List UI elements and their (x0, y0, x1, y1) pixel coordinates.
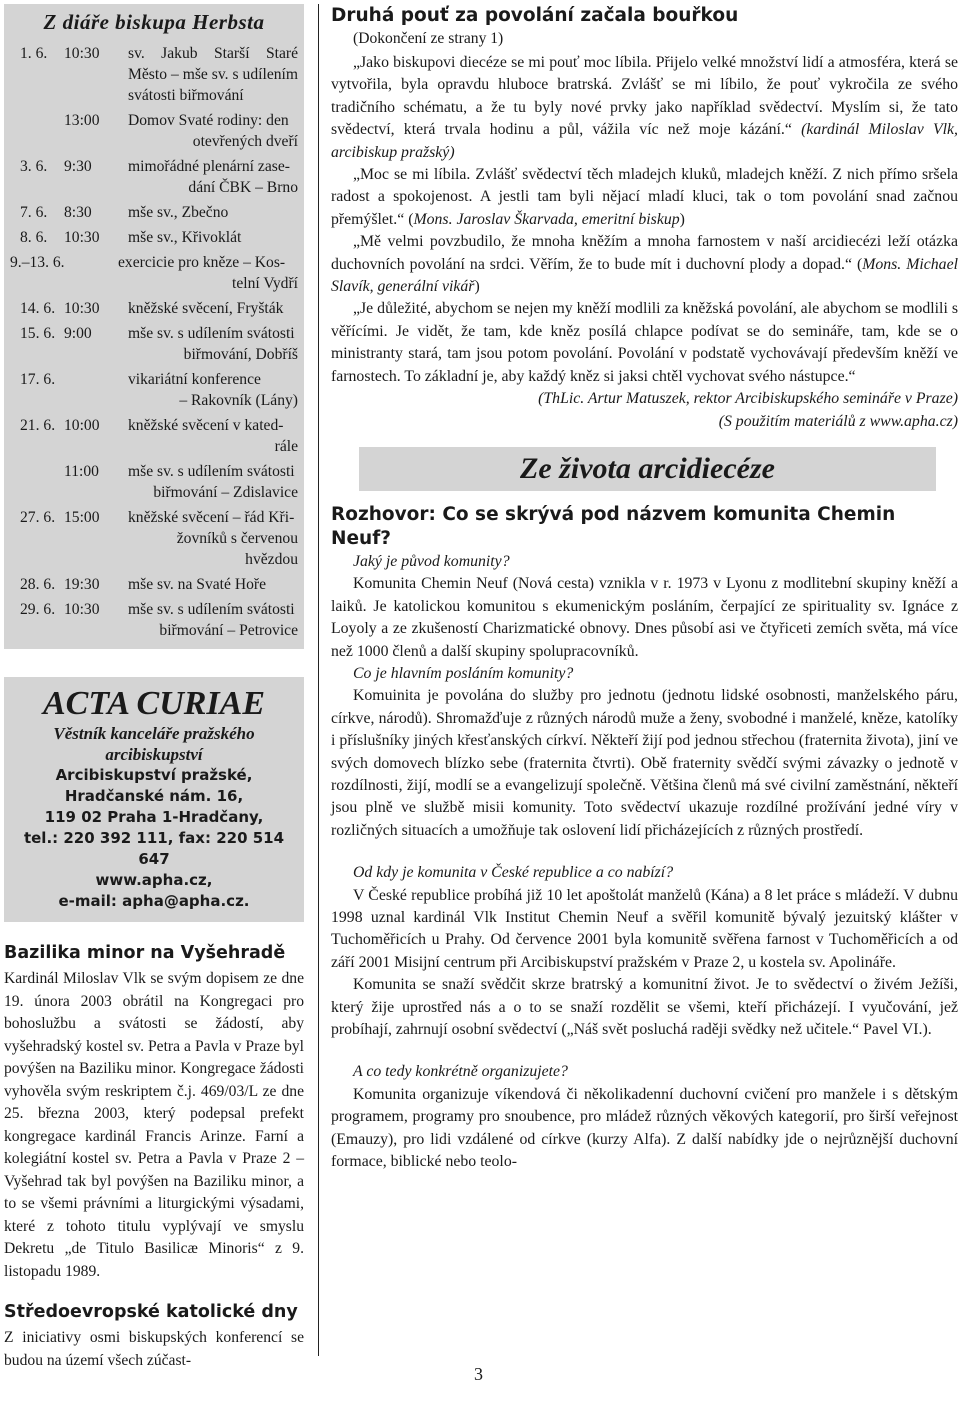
bazilika-text: Kardinál Miloslav Vlk se svým dopisem ze dne 19. února 2003 obrátil na Kongregaci pro bohoslužbu a svátosti se žádostí, aby vyšehradský kostel sv. Petra a Pavla v Praze byl povýšen na Baziliku minor. Kongregace žádosti vyhověla svým reskriptem č.j. 469/03/L ze dne 25. března 2003, který podepsal prefekt kongregace kardinál Francis Arinze. Farní a kolegiátní kostel sv. Petra a Pavla v Praze 2 – Vyšehrad tak byl povýšen na Baziliku minor, a to se všemi právními a liturgickými výsadami, které z tohoto titulu vyplývají ve smyslu Dekretu „de Titulo Basilicæ Minoris“ z 9. listopadu 1989. (4, 970, 304, 1280)
question-3: Od kdy je komunita v České republice a co nabízí? (353, 864, 674, 882)
pout-quote-4: „Je důležité, abychom se nejen my kněží modlili za kněžská povolání, ale abychom se modlili s věřícími. Je vidět, že tam, kde kněz posílá chlapce podívat se do semináře, tam, kde se o ministranty stará, tam jsou potom povolání. Povolání v podstatě vychovávají především kněží ve farnostech. To základní je, aby každý kněz si jaksi chtěl vychovat svého nástupce.“ (331, 300, 958, 385)
page-number: 3 (474, 1364, 483, 1384)
pout-citation: (ThLic. Artur Matuszek, rektor Arcibiskupského semináře v Praze) (538, 390, 958, 408)
bazilika-heading: Bazilika minor na Vyšehradě (4, 943, 286, 963)
schedule-item (10, 507, 298, 570)
acta-address-3: 119 02 Praha 1-Hradčany, (44, 808, 264, 826)
schedule-date (10, 110, 64, 152)
schedule-item (10, 574, 298, 595)
schedule-date: 27. 6. (20, 509, 56, 526)
schedule-description: mše sv. s udílením svátosti biřmování, Dobříš (128, 325, 298, 363)
acta-web: www.apha.cz, (95, 871, 213, 889)
pout-quote-3: „Mě velmi povzbudilo, že mnoha kněžím a mnoha farnostem v naší arcidiecézi leží otázka duchovních povolání na srdci. Věřím, že to bude mít i duchovní plody a dopad.“ (Mons. Michael Slavík, generální vikář) (331, 233, 958, 296)
schedule-date: 1. 6. (20, 45, 48, 62)
schedule-box (4, 4, 304, 649)
schedule-item (10, 43, 298, 106)
question-4: A co tedy konkrétně organizujete? (353, 1063, 568, 1081)
acta-address-1: Arcibiskupství pražské, (55, 766, 253, 784)
schedule-description: kněžské svěcení, Fryšták (128, 300, 284, 317)
answer-3: V České republice probíhá již 10 let apoštolát manželů (Kána) a 8 let práce s mládeží. V dubnu 1998 uznal kardinál Vlk Institut Chemin Neuf a svěřil komunitě bývalý jezuitský klášter v Tuchoměřicích u Prahy. Od července 2001 byla komunitě svěřena farnost v Tuchoměřicích a od září 2001 Misijní centrum při Arcibiskupství pražském v Praze 2, u kostela sv. Apolináře. (331, 886, 958, 971)
pout-source: (S použitím materiálů z www.apha.cz) (718, 412, 958, 430)
schedule-description: mimořádné plenární zase- dání ČBK – Brno (128, 158, 298, 196)
schedule-description: mše sv., Zbečno (128, 204, 229, 221)
acta-phone: tel.: 220 392 111, fax: 220 514 647 (23, 829, 285, 868)
pout-heading: Druhá pouť za povolání začala bouřkou (331, 5, 739, 26)
schedule-item (10, 415, 298, 457)
schedule-description: exercicie pro kněze – Kos- telní Vydří (118, 254, 298, 292)
column-divider (318, 4, 319, 1356)
schedule-time: 11:00 (64, 463, 99, 480)
schedule-time: 8:30 (64, 204, 92, 221)
schedule-time: 10:30 (64, 45, 100, 62)
schedule-date: 8. 6. (20, 229, 48, 246)
schedule-item (10, 110, 298, 152)
acta-subtitle-2: arcibiskupství (105, 745, 203, 764)
acta-title: ACTA CURIAE (42, 685, 266, 722)
schedule-date: 14. 6. (20, 300, 56, 317)
schedule-date: 17. 6. (20, 371, 56, 388)
acta-email: e-mail: apha@apha.cz. (58, 892, 250, 910)
schedule-date: 9.–13. 6. (10, 254, 65, 271)
schedule-description: kněžské svěcení v kated- rále (128, 417, 298, 455)
answer-4: Komunita organizuje víkendová či několikadenní duchovní cvičení pro manžele i s dětským programem, programy pro snoubence, pro mládež různých věkových kategorií, pro širší veřejnost (Emauzy), pro lidi vzdálené od církve (kurzy Alfa). Z další nabídky jde o nejrůznější duchovní formace, biblické nebo teolo- (331, 1085, 958, 1171)
schedule-time: 13:00 (64, 112, 100, 129)
schedule-description: Domov Svaté rodiny: den otevřených dveří (128, 112, 298, 150)
schedule-item (10, 599, 298, 641)
schedule-date: 21. 6. (20, 417, 56, 434)
schedule-item (10, 298, 298, 319)
schedule-time (64, 369, 128, 411)
answer-2: Komuinita je povolána do služby pro jednotu (jednotu lidské osobnosti, manželského páru, církve, národů). Shromažďuje z různých národů muže a ženy, svobodné i manželé, kněze, katolíky i příslušníky jiných křesťanských církví. Někteří žijí pod jednou střechou (fraternita života), jiní ve svých domovech blízko sebe (fraternita čtvrti). Obě fraternity svědčí svými závazky o jednotě v rozdílnosti, žijí, modlí se a evangelizují společně. Většina členů má své civilní zaměstnání, někteří jsou plně ve službě misii komunity. Toto svědectví ukazuje rozdílné prožívání jedné víry v rozličných situacích a umožňuje tak oslovení lidí přicházejících z různých prostředí. (331, 687, 958, 839)
acta-subtitle-1: Věstník kanceláře pražského (53, 724, 255, 743)
schedule-item (10, 227, 298, 248)
interview-heading: Rozhovor: Co se skrývá pod názvem komunita Chemin Neuf? (331, 503, 896, 549)
schedule-description: sv. Jakub Starší Staré Město – mše sv. s udílením svátosti biřmování (128, 45, 298, 104)
schedule-description: mše sv., Křivoklát (128, 229, 242, 246)
schedule-item (10, 461, 298, 503)
acta-address-2: Hradčanské nám. 16, (64, 787, 244, 805)
pout-quote-1: „Jako biskupovi diecéze se mi pouť moc líbila. Přijelo velké množství lidí a atmosféra, která se vytvořila, byla opravdu hluboce bratrská. Zvlášť se mi líbilo, že pouť vykročila ze svého tradičního schématu, a že tu byly nové prvky jako například svědectví. Myslím si, že tato svědectví, která trvala hodinu a půl, vážila víc než moje kázání.“ (kardinál Miloslav Vlk, arcibiskup pražský) (331, 54, 958, 161)
section-banner: Ze života arcidiecéze (359, 447, 936, 491)
schedule-time: 9:00 (64, 325, 92, 342)
schedule-description: mše sv. s udílením svátosti biřmování – Petrovice (128, 601, 298, 639)
schedule-item (10, 323, 298, 365)
left-column (4, 4, 304, 1372)
schedule-list (10, 43, 298, 641)
schedule-item (10, 156, 298, 198)
schedule-title: Z diáře biskupa Herbsta (43, 10, 265, 34)
schedule-time: 10:00 (64, 417, 100, 434)
pout-quote-2: „Moc se mi líbila. Zvlášť svědectví těch mladejch kluků, mladejch kněží. Z nich přímo sršela radost a spokojenost. A jestli tam byli nějací mladí kluci, tak o tom povolání snad začnou přemýšlet.“ (Mons. Jaroslav Škarvada, emeritní biskup) (331, 166, 958, 228)
schedule-time: 10:30 (64, 300, 100, 317)
schedule-time: 9:30 (64, 158, 92, 175)
schedule-date (10, 461, 64, 503)
right-column (331, 0, 958, 1173)
question-1: Jaký je původ komunity? (353, 552, 510, 570)
schedule-time: 19:30 (64, 576, 100, 593)
schedule-item (10, 252, 298, 294)
acta-curiae-box (4, 677, 304, 922)
answer-3b: Komunita se snaží svědčit skrze bratrský a komunitní život. Je to svědectví o živém Ježíši, který žije uprostřed nás a o to se snaží rozdělit se všemi, kteří přicházejí. I vyučování, jež probíhají, zahrnují osobní svědectví („Náš svět posluchá raději svědky než učitele.“ Pavel VI.). (331, 976, 958, 1039)
schedule-item (10, 369, 298, 411)
schedule-time: 10:30 (64, 229, 100, 246)
schedule-date: 7. 6. (20, 204, 48, 221)
stredo-heading: Středoevropské katolické dny (4, 1302, 298, 1322)
schedule-date: 15. 6. (20, 325, 56, 342)
schedule-date: 29. 6. (20, 601, 56, 618)
answer-1: Komunita Chemin Neuf (Nová cesta) vznikla v r. 1973 v Lyonu z modlitební skupiny kněží a laiků. Je katolickou komunitou s ekumenickým posláním, čerpající ze spirituality sv. Ignáce z Loyoly a ze zkušeností Charizmatické obnovy. Dnes působí asi ve čtyřiceti zemích světa, má více než 1000 členů a další skupiny spolupracovníků. (331, 575, 958, 660)
question-2: Co je hlavním posláním komunity? (353, 664, 574, 682)
pout-continuation: (Dokončení ze strany 1) (353, 30, 504, 47)
schedule-time: 15:00 (64, 509, 100, 526)
schedule-description: mše sv. s udílením svátosti biřmování – Zdislavice (128, 463, 298, 501)
schedule-description: kněžské svěcení – řád Kři- žovníků s červenou hvězdou (128, 509, 298, 568)
schedule-date: 3. 6. (20, 158, 48, 175)
schedule-description: mše sv. na Svaté Hoře (128, 576, 266, 593)
schedule-time: 10:30 (64, 601, 100, 618)
schedule-date: 28. 6. (20, 576, 56, 593)
stredo-text: Z iniciativy osmi biskupských konferencí se budou na území všech zúčast- (4, 1329, 304, 1369)
schedule-description: vikariátní konference – Rakovník (Lány) (128, 371, 298, 409)
schedule-item (10, 202, 298, 223)
